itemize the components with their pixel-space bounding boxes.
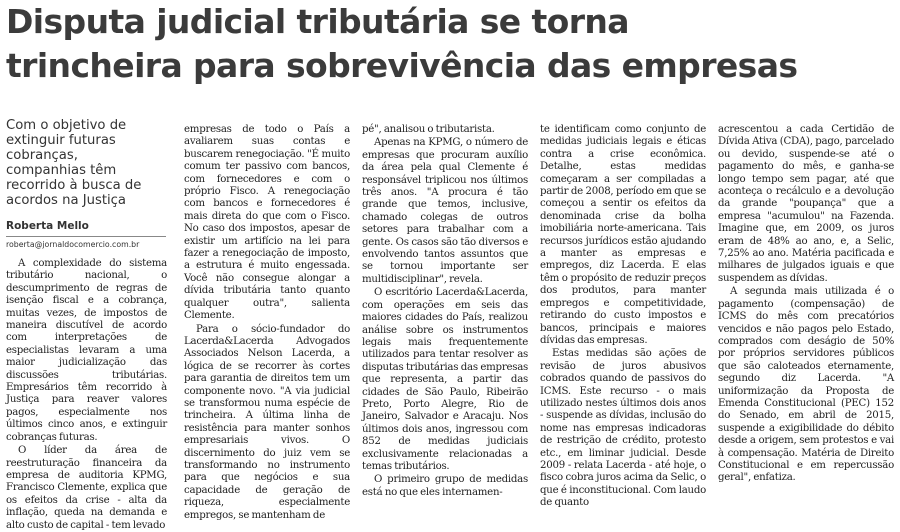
- author-email: roberta@jornaldocomercio.com.br: [6, 240, 140, 249]
- text-column-2: [184, 124, 350, 521]
- text-column-5: [718, 124, 894, 514]
- paragraph: te identificam como conjunto de medidas judiciais legais e éticas contra a crise econômica. Detalhe, estas medidas começaram a ser compiladas a partir de 2008, período em que se começou a sentir os efeitos da denominada crise da bolha imobiliária norte-americana. Tais recursos jurídicos estão ajudando a manter as empresas e empregos, diz Lacerda. E elas têm o propósito de reduzir preços dos produtos, para manter empregos e competitividade, retirando do custo impostos e bancos, principais e maiores dívidas das empresas.: [540, 124, 706, 346]
- paragraph: Apenas na KPMG, o número de empresas que procuram auxílio da área pela qual Clemente é responsável triplicou nos últimos três anos. "A procura é tão grande que temos, inclusive, chamado colegas de outros setores para trabalhar com a gente. Os casos são tão diversos e envolvendo tantos assuntos que se tornou importante ser multidisciplinar", revela.: [362, 137, 528, 285]
- paragraph: Estas medidas são ações de revisão de juros abusivos cobrados quando de passivos do ICMS. Este recurso - o mais utilizado nestes últimos dois anos - suspende as dívidas, inclusão do nome nas empresas indicadoras de restrição de crédito, protesto etc., em liminar judicial. Desde 2009 - relata Lacerda - até hoje, o fisco cobra juros acima da Selic, o que é inconstitucional. Com laudo de quanto: [540, 348, 706, 509]
- headline-line-2: trincheira para sobrevivência das empresas: [6, 46, 798, 85]
- paragraph: empresas de todo o País a avaliarem suas contas e buscarem renegociação. "É muito comum ter passivo com bancos, com fornecedores e com o próprio Fisco. A renegociação com bancos e fornecedores é mais direta do que com o Fisco. No caso dos impostos, apesar de existir um artifício na lei para fazer a renegociação de imposto, a estrutura é muito engessada. Você não consegue alongar a dívida tributária tanto quanto qualquer outra", salienta Clemente.: [184, 124, 350, 322]
- text-column-3: [362, 124, 528, 514]
- author-byline: Roberta Mello: [6, 220, 89, 232]
- paragraph: O líder da área de reestruturação financeira da empresa de auditoria KPMG, Francisco Clemente, explica que os efeitos da crise - alta da inflação, queda na demanda e alto custo de capital - tem levado: [6, 445, 167, 531]
- paragraph: pé", analisou o tributarista.: [362, 124, 495, 135]
- text-column-1: [6, 258, 167, 531]
- text-column-4: [540, 124, 706, 514]
- headline-line-1: Disputa judicial tributária se torna: [6, 2, 629, 41]
- paragraph: A segunda mais utilizada é o pagamento (compensação) de ICMS do mês com precatórios vencidos e não pagos pelo Estado, comprados com deságio de 50% por próprios servidores públicos que são caloteados eternamente, segundo diz Lacerda. "A uniformização da Proposta de Emenda Constitucional (PEC) 152 do Senado, em abril de 2015, suspende a exigibilidade do débito desde a origem, sem protestos e vai à compensação. Matéria de Direito Constitucional e em repercussão geral", enfatiza.: [718, 286, 894, 484]
- byline-divider: [6, 236, 166, 237]
- paragraph: A complexidade do sistema tributário nacional, o descumprimento de regras de isenção fiscal e a cobrança, muitas vezes, de impostos de maneira discutível de acordo com interpretações de especialistas levaram a uma maior judicialização das discussões tributárias. Empresários têm recorrido à Justiça para reaver valores pagos, especialmente nos últimos cinco anos, e extinguir cobranças futuras.: [6, 258, 167, 443]
- paragraph: Para o sócio-fundador do Lacerda&Lacerda Advogados Associados Nelson Lacerda, a lógica de se recorrer às cortes para garantia de direitos tem um componente novo. "A via judicial se transformou numa espécie de trincheira. A última linha de resistência para manter sonhos empresariais vivos. O discernimento do juiz vem se transformando no instrumento para que negócios e sua capacidade de geração de riqueza, especialmente empregos, se mantenham de: [184, 323, 350, 521]
- paragraph: O escritório Lacerda&Lacerda, com operações em seis das maiores cidades do País, realizou análise sobre os instrumentos legais mais frequentemente utilizados para tentar resolver as disputas tributárias das empresas que representa, a partir das cidades de São Paulo, Ribeirão Preto, Porto Alegre, Rio de Janeiro, Salvador e Aracaju. Nos últimos dois anos, ingressou com 852 de medidas judiciais exclusivamente relacionadas a temas tributários.: [362, 287, 528, 472]
- headline: [6, 0, 896, 88]
- paragraph: acrescentou a cada Certidão de Dívida Ativa (CDA), pago, parcelado ou devido, suspende-se até o pagamento do mês, e ganha-se longo tempo sem pagar, até que aconteça o recálculo e a devolução da grande "poupança" que a empresa "acumulou" na Fazenda. Imagine que, em 2009, os juros eram de 48% ao ano, e, a Selic, 7,25% ao ano. Matéria pacificada e milhares de julgados iguais e que suspendem as dívidas.: [718, 124, 894, 284]
- article-dek: Com o objetivo de extinguir futuras cobranças, companhias têm recorrido à busca de acordos na Justiça: [6, 118, 142, 208]
- paragraph: O primeiro grupo de medidas está no que eles internamen-: [362, 474, 528, 498]
